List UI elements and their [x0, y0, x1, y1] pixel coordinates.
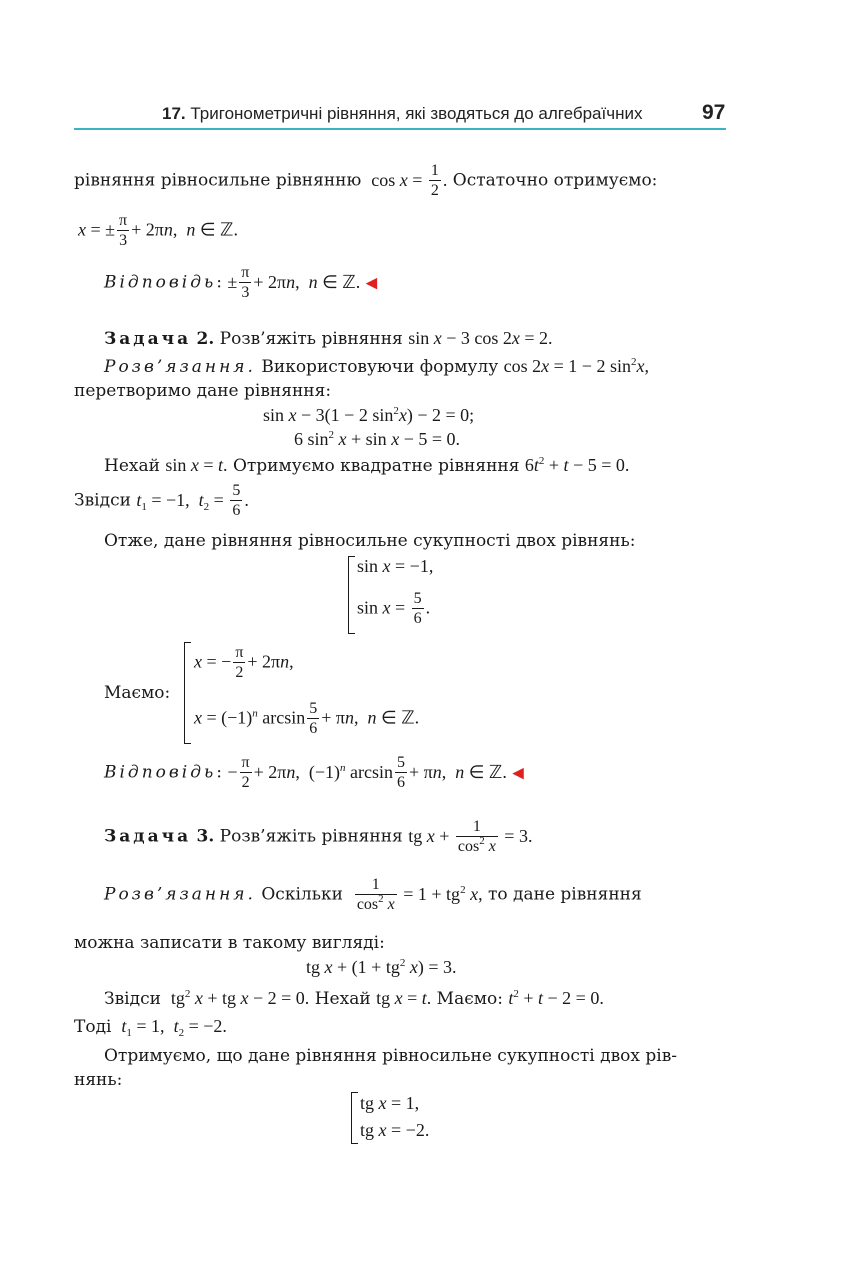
section-title: Тригонометричні рівняння, які зводяться до алгебраїчних	[190, 104, 643, 123]
end-marker-icon: ◀	[365, 273, 378, 292]
paragraph-line: нянь:	[74, 1070, 123, 1090]
task-heading: Задача 3. Розв’яжіть рівняння tg x + $\frac{1}{\cos^2 x}$ = 3.	[104, 818, 533, 855]
paragraph-line: Отже, дане рівняння рівносильне сукупності двох рівнянь:	[104, 531, 636, 551]
system-equation: tg x = −2.	[360, 1120, 430, 1140]
section-number: 17.	[162, 104, 186, 123]
system-bracket	[348, 556, 355, 634]
text: Нехай	[104, 456, 160, 476]
paragraph-line: Тоді $t_1 = 1$, $t_2 = -2$.	[74, 1016, 227, 1039]
solution-line: Розв’язання. Оскільки $\frac{1}{\cos^2 x}$ = $1 + tg^2$ x, то дане рівняння	[104, 876, 642, 913]
task-text: Розв’яжіть рівняння	[219, 329, 403, 349]
text: Нехай	[314, 989, 371, 1009]
header-rule	[74, 128, 726, 130]
formula-line: 6 $\sin^2 x + \sin x - 5 = 0$.	[294, 429, 460, 449]
text: Звідси	[74, 490, 131, 511]
answer-line: Відповідь: − $\frac{\pi}{2}$ + 2πn, $(-1)^n$ arcsin $\frac{5}{6}$ + πn, n ∈ ℤ. ◀	[104, 754, 524, 791]
formula-cos-half: cos x = $\frac{1}{2}$ .	[366, 162, 448, 199]
text: Остаточно отримуємо:	[452, 170, 658, 191]
task-text: Розв’яжіть рівняння	[219, 826, 403, 847]
system-equation: x = − $\frac{\pi}{2}$ + 2πn,	[194, 644, 294, 681]
end-marker-icon: ◀	[512, 763, 524, 782]
text: Отримуємо квадратне рівняння	[232, 456, 520, 476]
text: то дане рівняння	[487, 884, 642, 905]
text: рівняння рівносильне рівнянню	[74, 170, 362, 191]
paragraph-line: Звідси $tg^2$ x + tg x − 2 = 0. Нехай tg x = t. Маємо: $t^2 + t - 2 = 0$.	[104, 988, 604, 1009]
formula-solution: x = ± $\frac{\pi}{3}$ + 2πn, n ∈ ℤ.	[78, 212, 238, 249]
paragraph-line: можна записати в такому вигляді:	[74, 933, 385, 953]
solution-label: Розв’язання.	[104, 357, 256, 377]
paragraph-line: перетворимо дане рівняння:	[74, 381, 332, 401]
text: Використовуючи формулу	[261, 357, 499, 377]
text: Звідси	[104, 989, 161, 1009]
paragraph-line: Отримуємо, що дане рівняння рівносильне сукупності двох рів-	[104, 1046, 678, 1066]
task-number: 2.	[196, 329, 215, 349]
paragraph-line: Звідси $t_1 = -1$, $t_2$ = $\frac{5}{6}$ .	[74, 482, 249, 519]
task-label: Задача	[104, 329, 192, 349]
formula-line: tg $x + (1 + tg^2$ x) = 3.	[306, 957, 457, 977]
system-equation: sin x = −1,	[357, 556, 434, 576]
system-equation: sin x = $\frac{5}{6}$ .	[357, 590, 431, 627]
paragraph-line: Маємо:	[104, 683, 171, 703]
paragraph-line	[74, 162, 657, 201]
task-heading: Задача 2. Розв’яжіть рівняння sin x − 3 cos 2x = 2.	[104, 328, 553, 349]
task-number: 3.	[196, 826, 215, 847]
solution-line: Розв’язання. Використовуючи формулу cos 2x = 1 − 2 $\sin^2x$,	[104, 356, 649, 377]
text: Оскільки	[261, 884, 343, 905]
page-number: 97	[702, 101, 726, 124]
system-equation: tg x = 1,	[360, 1093, 420, 1113]
running-header	[162, 104, 642, 124]
answer-label: Відповідь	[104, 272, 217, 293]
answer-label: Відповідь	[104, 762, 217, 783]
task-label: Задача	[104, 826, 192, 847]
solution-label: Розв’язання.	[104, 884, 256, 905]
formula-line: sin x − 3(1 − 2 $\sin^2x) - 2 = 0$;	[263, 405, 475, 425]
system-bracket	[184, 642, 191, 744]
text: Тоді	[74, 1017, 112, 1037]
system-equation: $x = (-1)^n$ arcsin $\frac{5}{6}$ + πn, n ∈ ℤ.	[194, 700, 420, 737]
paragraph-line: Нехай sin x = t. Отримуємо квадратне рівняння $6t^2 + t - 5 = 0$.	[104, 455, 630, 476]
answer-line: Відповідь: ± $\frac{\pi}{3}$ + 2πn, n ∈ ℤ. ◀	[104, 264, 378, 301]
system-bracket	[351, 1092, 358, 1144]
text: Маємо:	[436, 989, 503, 1009]
